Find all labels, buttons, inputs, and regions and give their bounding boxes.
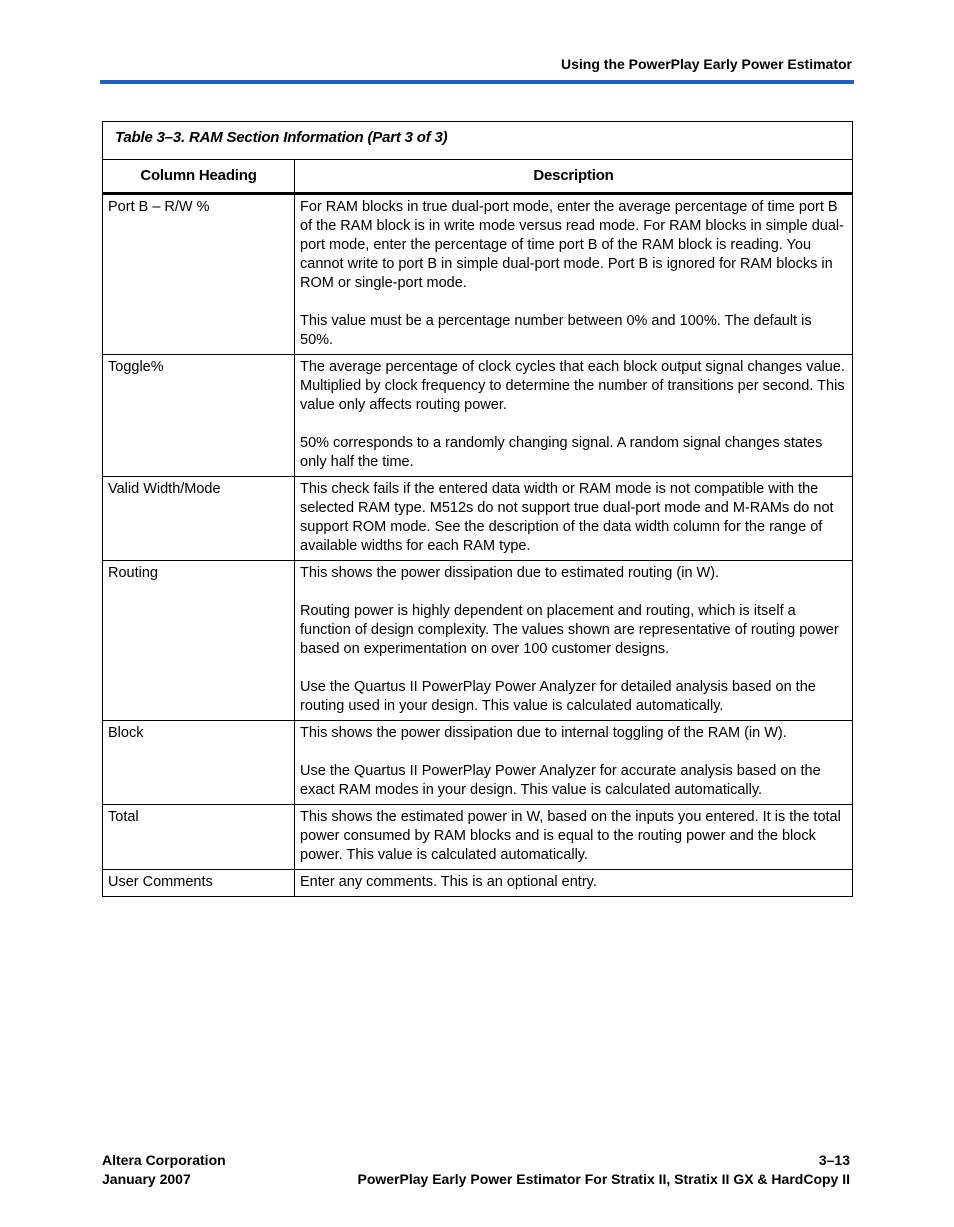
- description-paragraph: The average percentage of clock cycles that each block output signal changes value. Multiplied by clock frequency to determine the number of transitions per second. This value only affects routing power.: [300, 359, 845, 413]
- row-column-heading: Port B – R/W %: [103, 194, 295, 355]
- footer-page-number: 3–13: [818, 1152, 850, 1168]
- row-column-heading: Block: [103, 721, 295, 805]
- row-description: [295, 194, 853, 355]
- running-head-title: Using the PowerPlay Early Power Estimator: [561, 56, 852, 72]
- row-column-heading: User Comments: [103, 870, 295, 897]
- table-row: [103, 721, 853, 805]
- description-paragraph: For RAM blocks in true dual-port mode, enter the average percentage of time port B of the RAM block is in write mode versus read mode. For RAM blocks in simple dual-port mode, enter the percentage of time port B of the RAM block is reading. You cannot write to port B in simple dual-port mode. Port B is ignored for RAM blocks in ROM or single-port mode.: [300, 199, 844, 291]
- header-rule: [100, 80, 854, 84]
- footer-company: Altera Corporation: [102, 1152, 226, 1168]
- footer-right: [358, 1151, 850, 1189]
- table-caption: Table 3–3. RAM Section Information (Part 3 of 3): [103, 122, 853, 160]
- row-column-heading: Toggle%: [103, 355, 295, 477]
- footer-left: [102, 1151, 226, 1189]
- column-header-description: Description: [295, 160, 853, 194]
- description-paragraph: This shows the estimated power in W, based on the inputs you entered. It is the total power consumed by RAM blocks and is equal to the routing power and the block power. This value is calculated automatically.: [300, 809, 841, 863]
- row-column-heading: Total: [103, 805, 295, 870]
- row-description: [295, 805, 853, 870]
- table-row: [103, 805, 853, 870]
- column-header-heading: Column Heading: [103, 160, 295, 194]
- description-paragraph: This value must be a percentage number between 0% and 100%. The default is 50%.: [300, 313, 812, 348]
- description-paragraph: Use the Quartus II PowerPlay Power Analyzer for accurate analysis based on the exact RAM modes in your design. This value is calculated automatically.: [300, 763, 821, 798]
- description-paragraph: This shows the power dissipation due to internal toggling of the RAM (in W).: [300, 725, 787, 741]
- row-description: [295, 477, 853, 561]
- table-row: [103, 194, 853, 355]
- ram-section-table: [102, 121, 853, 897]
- row-description: [295, 870, 853, 897]
- description-paragraph: Routing power is highly dependent on placement and routing, which is itself a function of design complexity. The values shown are representative of routing power based on experimentation on over 100 customer designs.: [300, 603, 839, 657]
- footer-document-title: PowerPlay Early Power Estimator For Stratix II, Stratix II GX & HardCopy II: [357, 1171, 850, 1187]
- table-row: [103, 477, 853, 561]
- table-row: [103, 561, 853, 721]
- footer-date: January 2007: [102, 1171, 191, 1187]
- row-description: [295, 721, 853, 805]
- description-paragraph: This shows the power dissipation due to estimated routing (in W).: [300, 565, 720, 581]
- description-paragraph: Enter any comments. This is an optional entry.: [300, 874, 597, 890]
- row-column-heading: Valid Width/Mode: [103, 477, 295, 561]
- description-paragraph: Use the Quartus II PowerPlay Power Analyzer for detailed analysis based on the routing used in your design. This value is calculated automatically.: [300, 679, 816, 714]
- table-row: [103, 870, 853, 897]
- row-description: [295, 355, 853, 477]
- table-body: [103, 194, 853, 897]
- description-paragraph: 50% corresponds to a randomly changing signal. A random signal changes states only half the time.: [300, 435, 823, 470]
- row-description: [295, 561, 853, 721]
- row-column-heading: Routing: [103, 561, 295, 721]
- description-paragraph: This check fails if the entered data width or RAM mode is not compatible with the selected RAM type. M512s do not support true dual-port mode and M-RAMs do not support ROM mode. See the description of the data width column for the range of available widths for each RAM type.: [300, 481, 834, 554]
- table-row: [103, 355, 853, 477]
